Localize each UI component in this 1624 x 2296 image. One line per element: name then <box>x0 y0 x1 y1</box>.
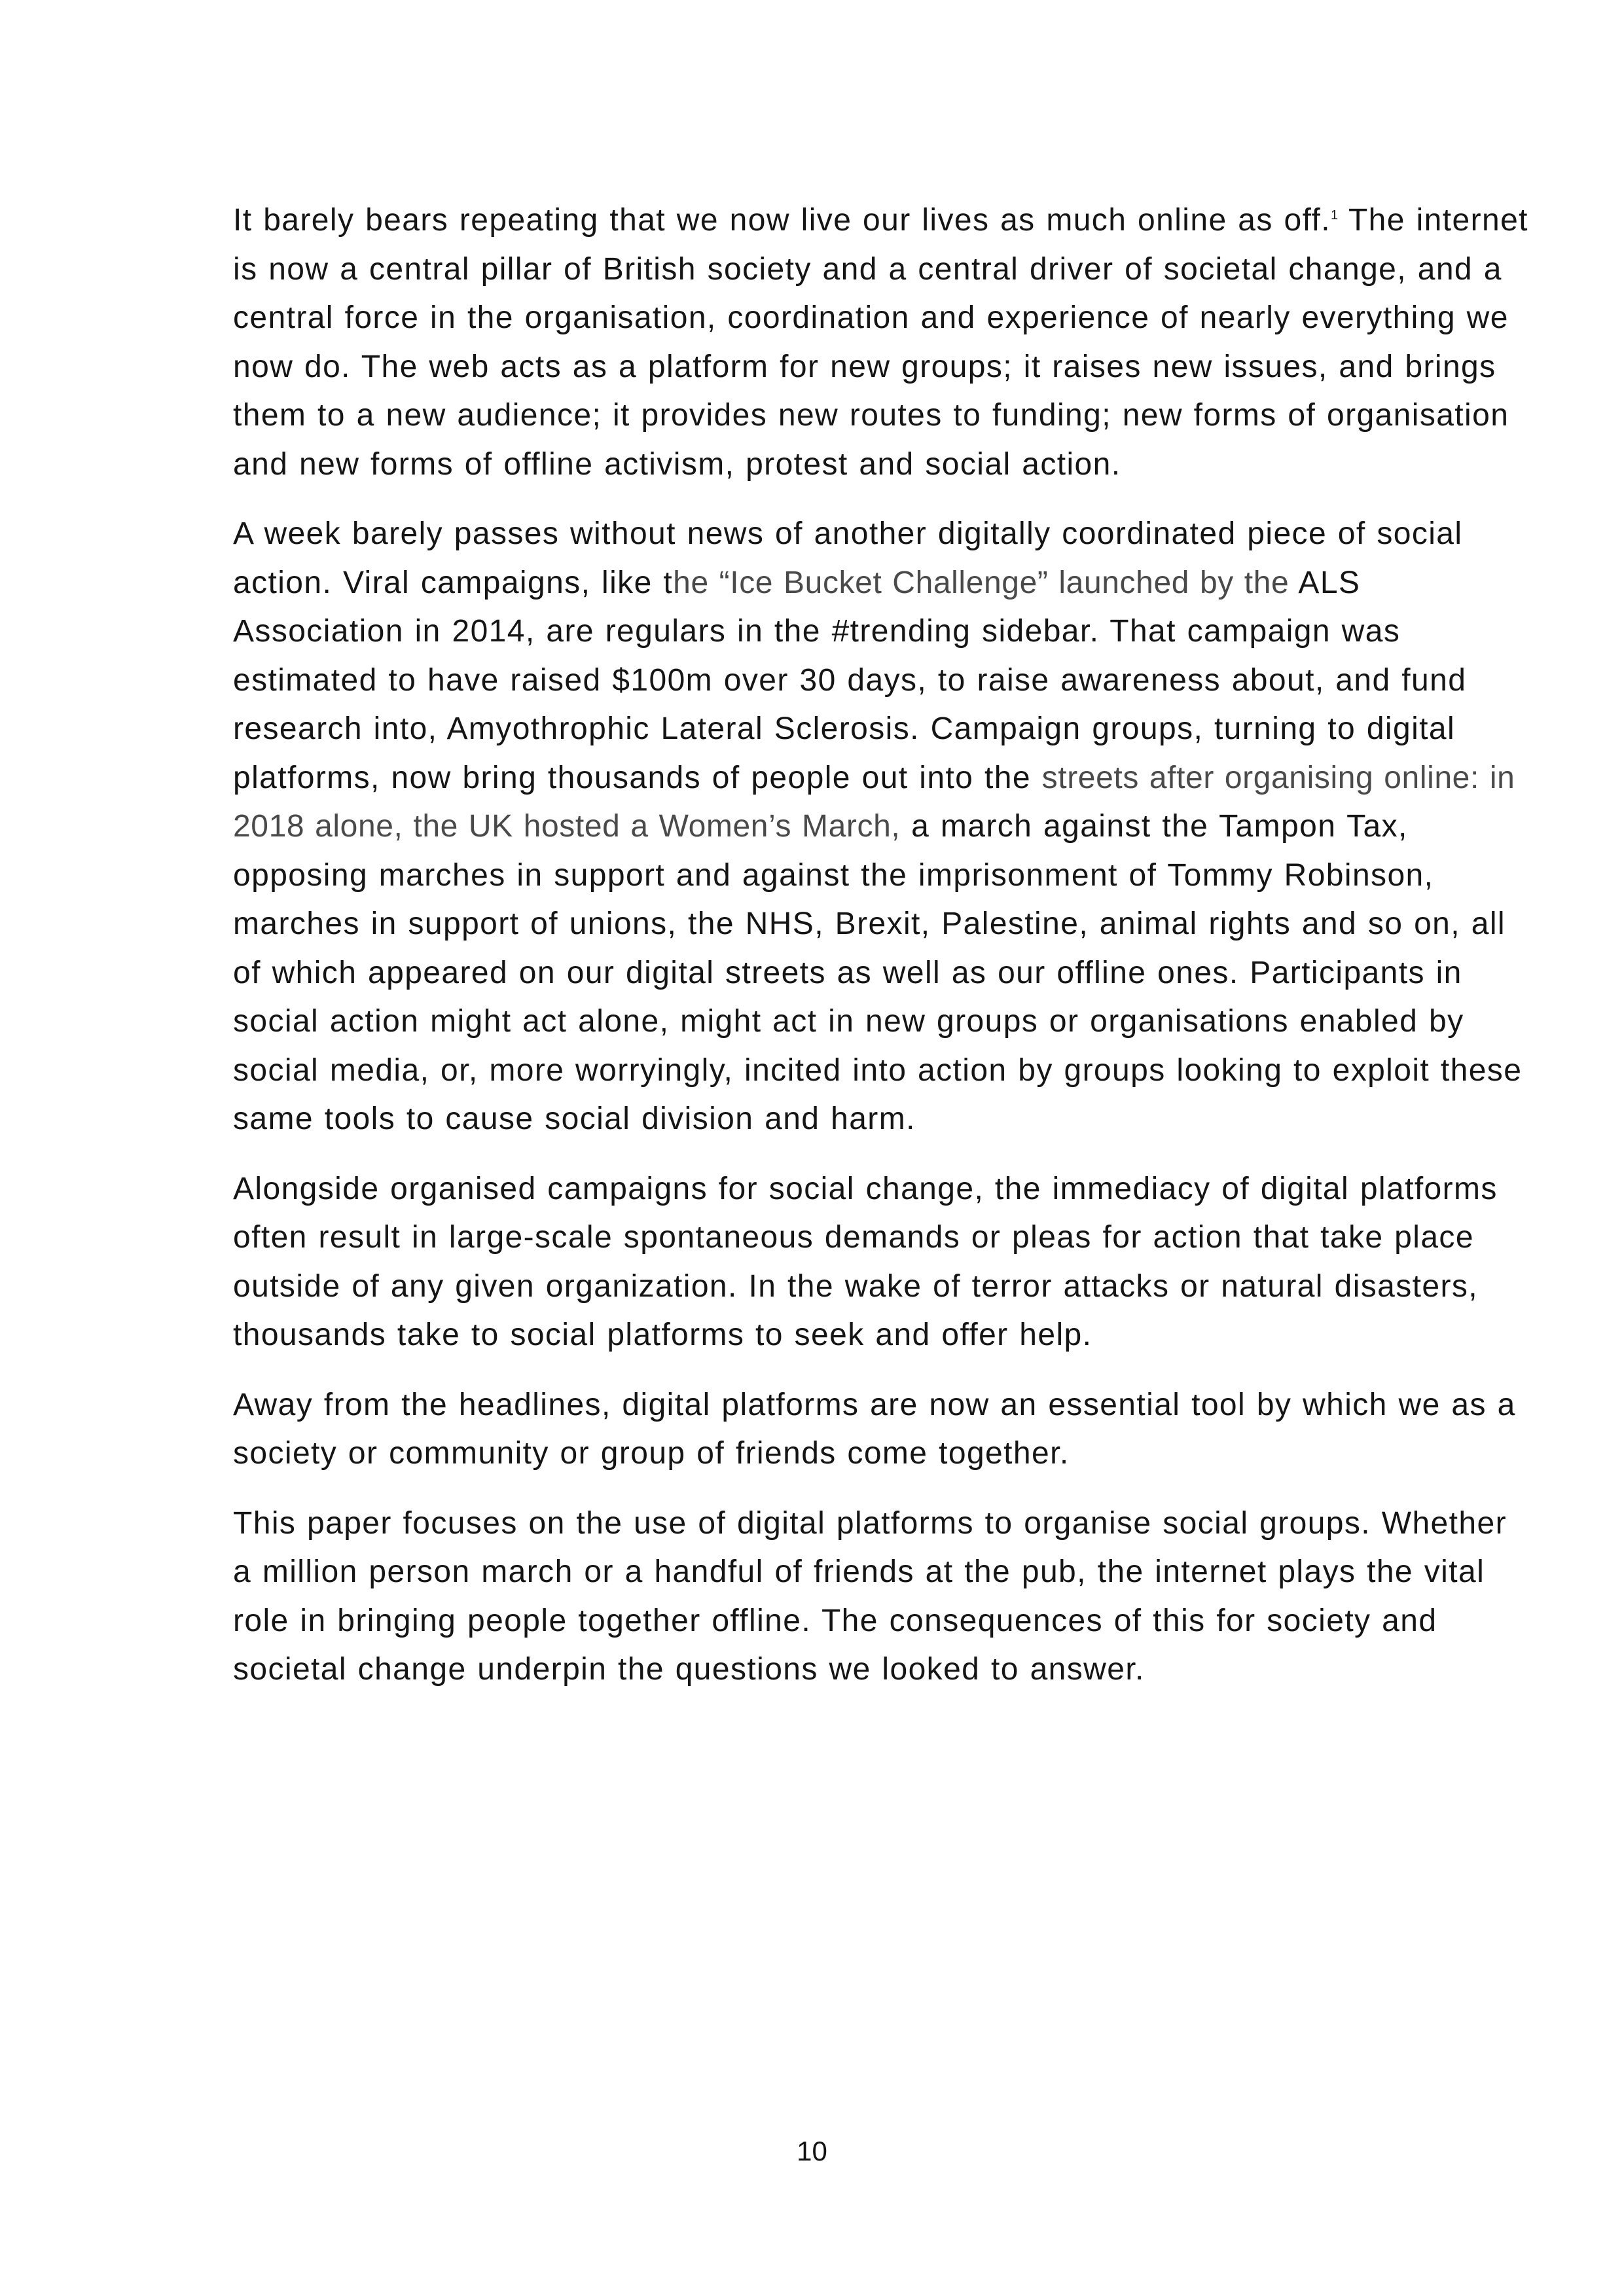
paragraph-text: A week barely passes without news of another digitally coordinated piece of social action. Viral campaigns, like t <box>233 516 1463 600</box>
paragraph-social-action <box>233 510 1529 1144</box>
paragraph-text: a march against the Tampon Tax, opposing marches in support and against the imprisonment of Tommy Robinson, marches in support of unions, the NHS, Brexit, Palestine, animal rights and so on, all of which appeared on our digital streets as well as our offline ones. Participants in social action might act alone, might act in new groups or organisations enabled by social media, or, more worryingly, incited into action by groups looking to exploit these same tools to cause social division and harm. <box>233 809 1523 1136</box>
paragraph-text: It barely bears repeating that we now live our lives as much online as off. <box>233 203 1331 238</box>
paragraph-text: ALS Association in 2014, are regulars in the #trending sidebar. That campaign was estimated to have raised $100m over 30 days, to raise awareness about, and fund research into, Amyothrophic Lateral Sclerosis. Campaign groups, turning to digital platforms, now bring thousands of people out into the <box>233 565 1467 795</box>
paragraph-text-light: he “Ice Bucket Challenge” launched by the <box>673 565 1290 600</box>
paragraph-online-lives <box>233 196 1529 489</box>
body-text <box>233 196 1529 1715</box>
page-number: 10 <box>797 2136 827 2166</box>
footnote-reference[interactable]: 1 <box>1330 208 1339 223</box>
paragraph-spontaneous-demands: Alongside organised campaigns for social change, the immediacy of digital platforms often result in large-scale spontaneous demands or pleas for action that take place outside of any given organization. In the wake of terror attacks or natural disasters, thousands take to social platforms to seek and offer help. <box>233 1171 1498 1352</box>
paragraph-essential-tool: Away from the headlines, digital platforms are now an essential tool by which we as a society or community or group of friends come together. <box>233 1387 1516 1471</box>
paragraph-text: The internet is now a central pillar of British society and a central driver of societal change, and a central force in the organisation, coordination and experience of nearly everything we now do. The web acts as a platform for new groups; it raises new issues, and brings them to a new audience; it provides new routes to funding; new forms of organisation and new forms of offline activism, protest and social action. <box>233 203 1528 482</box>
paragraph-paper-focus: This paper focuses on the use of digital platforms to organise social groups. Whether a million person march or a handful of friends at the pub, the internet plays the vital role in bringing people together offline. The consequences of this for society and societal change underpin the questions we looked to answer. <box>233 1505 1507 1687</box>
paragraph-text-light: streets after organising online: in 2018 alone, the UK hosted a Women’s March, <box>233 760 1515 844</box>
